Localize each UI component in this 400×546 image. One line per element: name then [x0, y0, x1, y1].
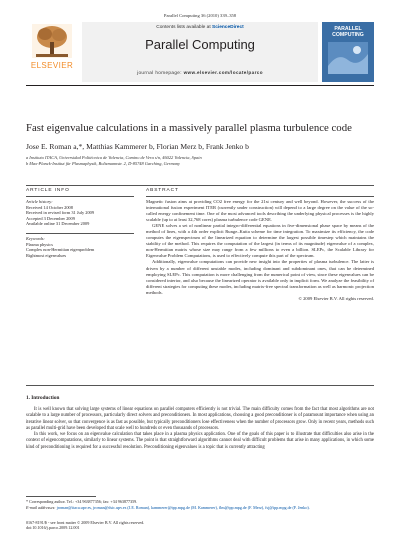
email-addresses-note [26, 505, 374, 510]
email-links[interactable]: jroman@itaca.upv.es, jroman@dsic.upv.es (J.E. Roman), kammerer@ipp.mpg.de (M. Kammerer), flm@ipp.mpg.de (F. Merz), fsj@ipp.mpg.de (F. Jenko). [56, 505, 310, 510]
issn-line: 0167-8191/$ - see front matter © 2009 Elsevier B.V. All rights reserved. [26, 520, 145, 525]
introduction-heading: 1. Introduction [26, 395, 60, 401]
elsevier-logo[interactable] [26, 22, 78, 78]
abstract-divider [146, 196, 374, 197]
homepage-url-link[interactable]: www.elsevier.com/locate/parco [183, 70, 263, 75]
cover-art-icon [328, 42, 368, 74]
journal-homepage [82, 70, 318, 75]
keywords-divider [26, 233, 134, 234]
history-revised: Received in revised form 31 July 2009 [26, 210, 95, 215]
history-received: Received 14 October 2008 [26, 204, 73, 210]
keywords-block [26, 236, 134, 258]
abstract-paragraph: GENE solves a set of nonlinear partial integro-differential equations in five-dimensional phase space by means of the method of lines, with a 4th order explicit Runge–Kutta scheme for time integration. To maximize its efficiency, the code computes the eigenspectrum of the linearized equation to determine the largest possible timestep which maintains the stability of the method. This requires the computation of the largest (in terms of its magnitude) eigenvalue of a complex, non-Hermitian matrix whose size may range from a few millions to even a billion. SLEPc, the Scalable Library for Eigenvalue Problem Computations, is used to effectively compute this part of the spectrum. [146, 223, 374, 259]
article-history [26, 199, 134, 227]
affiliation-a: a Instituto ITACA, Universidad Politécnica de Valencia, Camino de Vera s/n, 46022 Valencia, Spain [26, 155, 202, 160]
affiliation-b: b Max-Planck-Institut für Plasmaphysik, Boltzmannstr. 2, D-85748 Garching, Germany [26, 161, 180, 166]
email-label: E-mail addresses: [26, 505, 57, 510]
intro-paragraph: In this work, we focus on an eigenvalue calculation that takes place in a plasma physics application. One of the goals of this paper is to illustrate that difficulties also arise in the context of eigencomputations, similarly to linear systems. The point is that straightforward algorithms cannot deal with difficult problems that arise in many applications, in which some kind of preconditioning is required for a successful resolution. Preconditioning eigenvalues is a topic that is currently attracting [26, 432, 374, 450]
journal-cover-thumbnail[interactable] [322, 22, 374, 82]
keywords-label: Keywords: [26, 236, 45, 241]
contents-availability [82, 25, 318, 30]
header-divider [26, 185, 374, 186]
introduction-body [26, 407, 374, 451]
sciencedirect-link[interactable]: ScienceDirect [212, 25, 244, 30]
cover-title: PARALLEL COMPUTING [332, 26, 364, 38]
copyright-notice: © 2009 Elsevier B.V. All rights reserved. [298, 295, 374, 301]
journal-citation-line: Parallel Computing 36 (2010) 339–358 [163, 13, 237, 18]
abstract-paragraph: Magnetic fusion aims at providing CO2 free energy for the 21st century and well beyond. However, the success of the international fusion experiment ITER (currently under construction) will depend to a large degree on the value of the so-called energy confinement time. One of the most advanced tools describing the underlying physical processes is the highly scalable (up to at least 32,768 cores) plasma turbulence code GENE. [146, 199, 374, 223]
masthead-center-panel [82, 22, 318, 82]
history-accepted: Accepted 3 December 2009 [26, 215, 75, 221]
elsevier-wordmark: ELSEVIER [30, 61, 74, 70]
contents-prefix: Contents lists available at [156, 25, 212, 30]
article-info-divider [26, 196, 134, 197]
journal-title: Parallel Computing [145, 37, 255, 52]
doi-line[interactable]: doi:10.1016/j.parco.2009.12.001 [26, 525, 80, 531]
bibliographic-ids [26, 520, 374, 531]
keyword-item: Rightmost eigenvalues [26, 252, 67, 258]
history-online: Available online 31 December 2009 [26, 221, 90, 226]
author-list: Jose E. Roman a,*, Matthias Kammerer b, Florian Merz b, Frank Jenko b [26, 142, 249, 151]
journal-masthead [26, 22, 374, 82]
abstract-body [146, 199, 374, 302]
keyword-item: Plasma physics [26, 241, 53, 247]
intro-paragraph: It is well known that solving large systems of linear equations on parallel computers efficiently is not trivial. The main difficulty comes from the fact that most algorithms are not scalable to a large number of processors, particularly direct solvers and preconditioners. In most applications, choosing a good preconditioner is of paramount importance when using an iterative linear solver, so that convergence is as fast as possible, but typically preconditioners lose effectiveness when the number of processors grow. Only in recent years, methods such as parallel multi-grid have been developed that scale well to hundreds or even thousands of processors. [26, 407, 374, 431]
abstract-heading: ABSTRACT [146, 188, 179, 193]
abstract-bottom-divider [26, 385, 374, 386]
keyword-item: Complex non-Hermitian eigenproblem [26, 247, 95, 252]
corresponding-author-note: * Corresponding author. Tel.: +34 963877356; fax: +34 963877359. [26, 499, 138, 504]
elsevier-tree-icon [32, 24, 72, 58]
footnote-divider [26, 496, 96, 497]
abstract-paragraph: Additionally, eigenvalue computations can provide new insight into the properties of plasma turbulence. The latter is driven by a number of different unstable modes, including dominant and subdominant ones, that can be determined employing SLEPc. This computation is more challenging from the numerical point of view, since these eigenvalues can be considered interior, and also because the linearized operator is available only in implicit form. We analyze the feasibility of different strategies for computing these modes, including matrix-free spectral transformation as well as harmonic projection methods. [146, 259, 374, 295]
article-title: Fast eigenvalue calculations in a massively parallel plasma turbulence code [26, 122, 352, 134]
article-info-heading: ARTICLE INFO [26, 188, 70, 193]
history-label: Article history: [26, 199, 53, 204]
homepage-prefix: journal homepage: [137, 70, 184, 75]
masthead-divider [26, 85, 374, 86]
